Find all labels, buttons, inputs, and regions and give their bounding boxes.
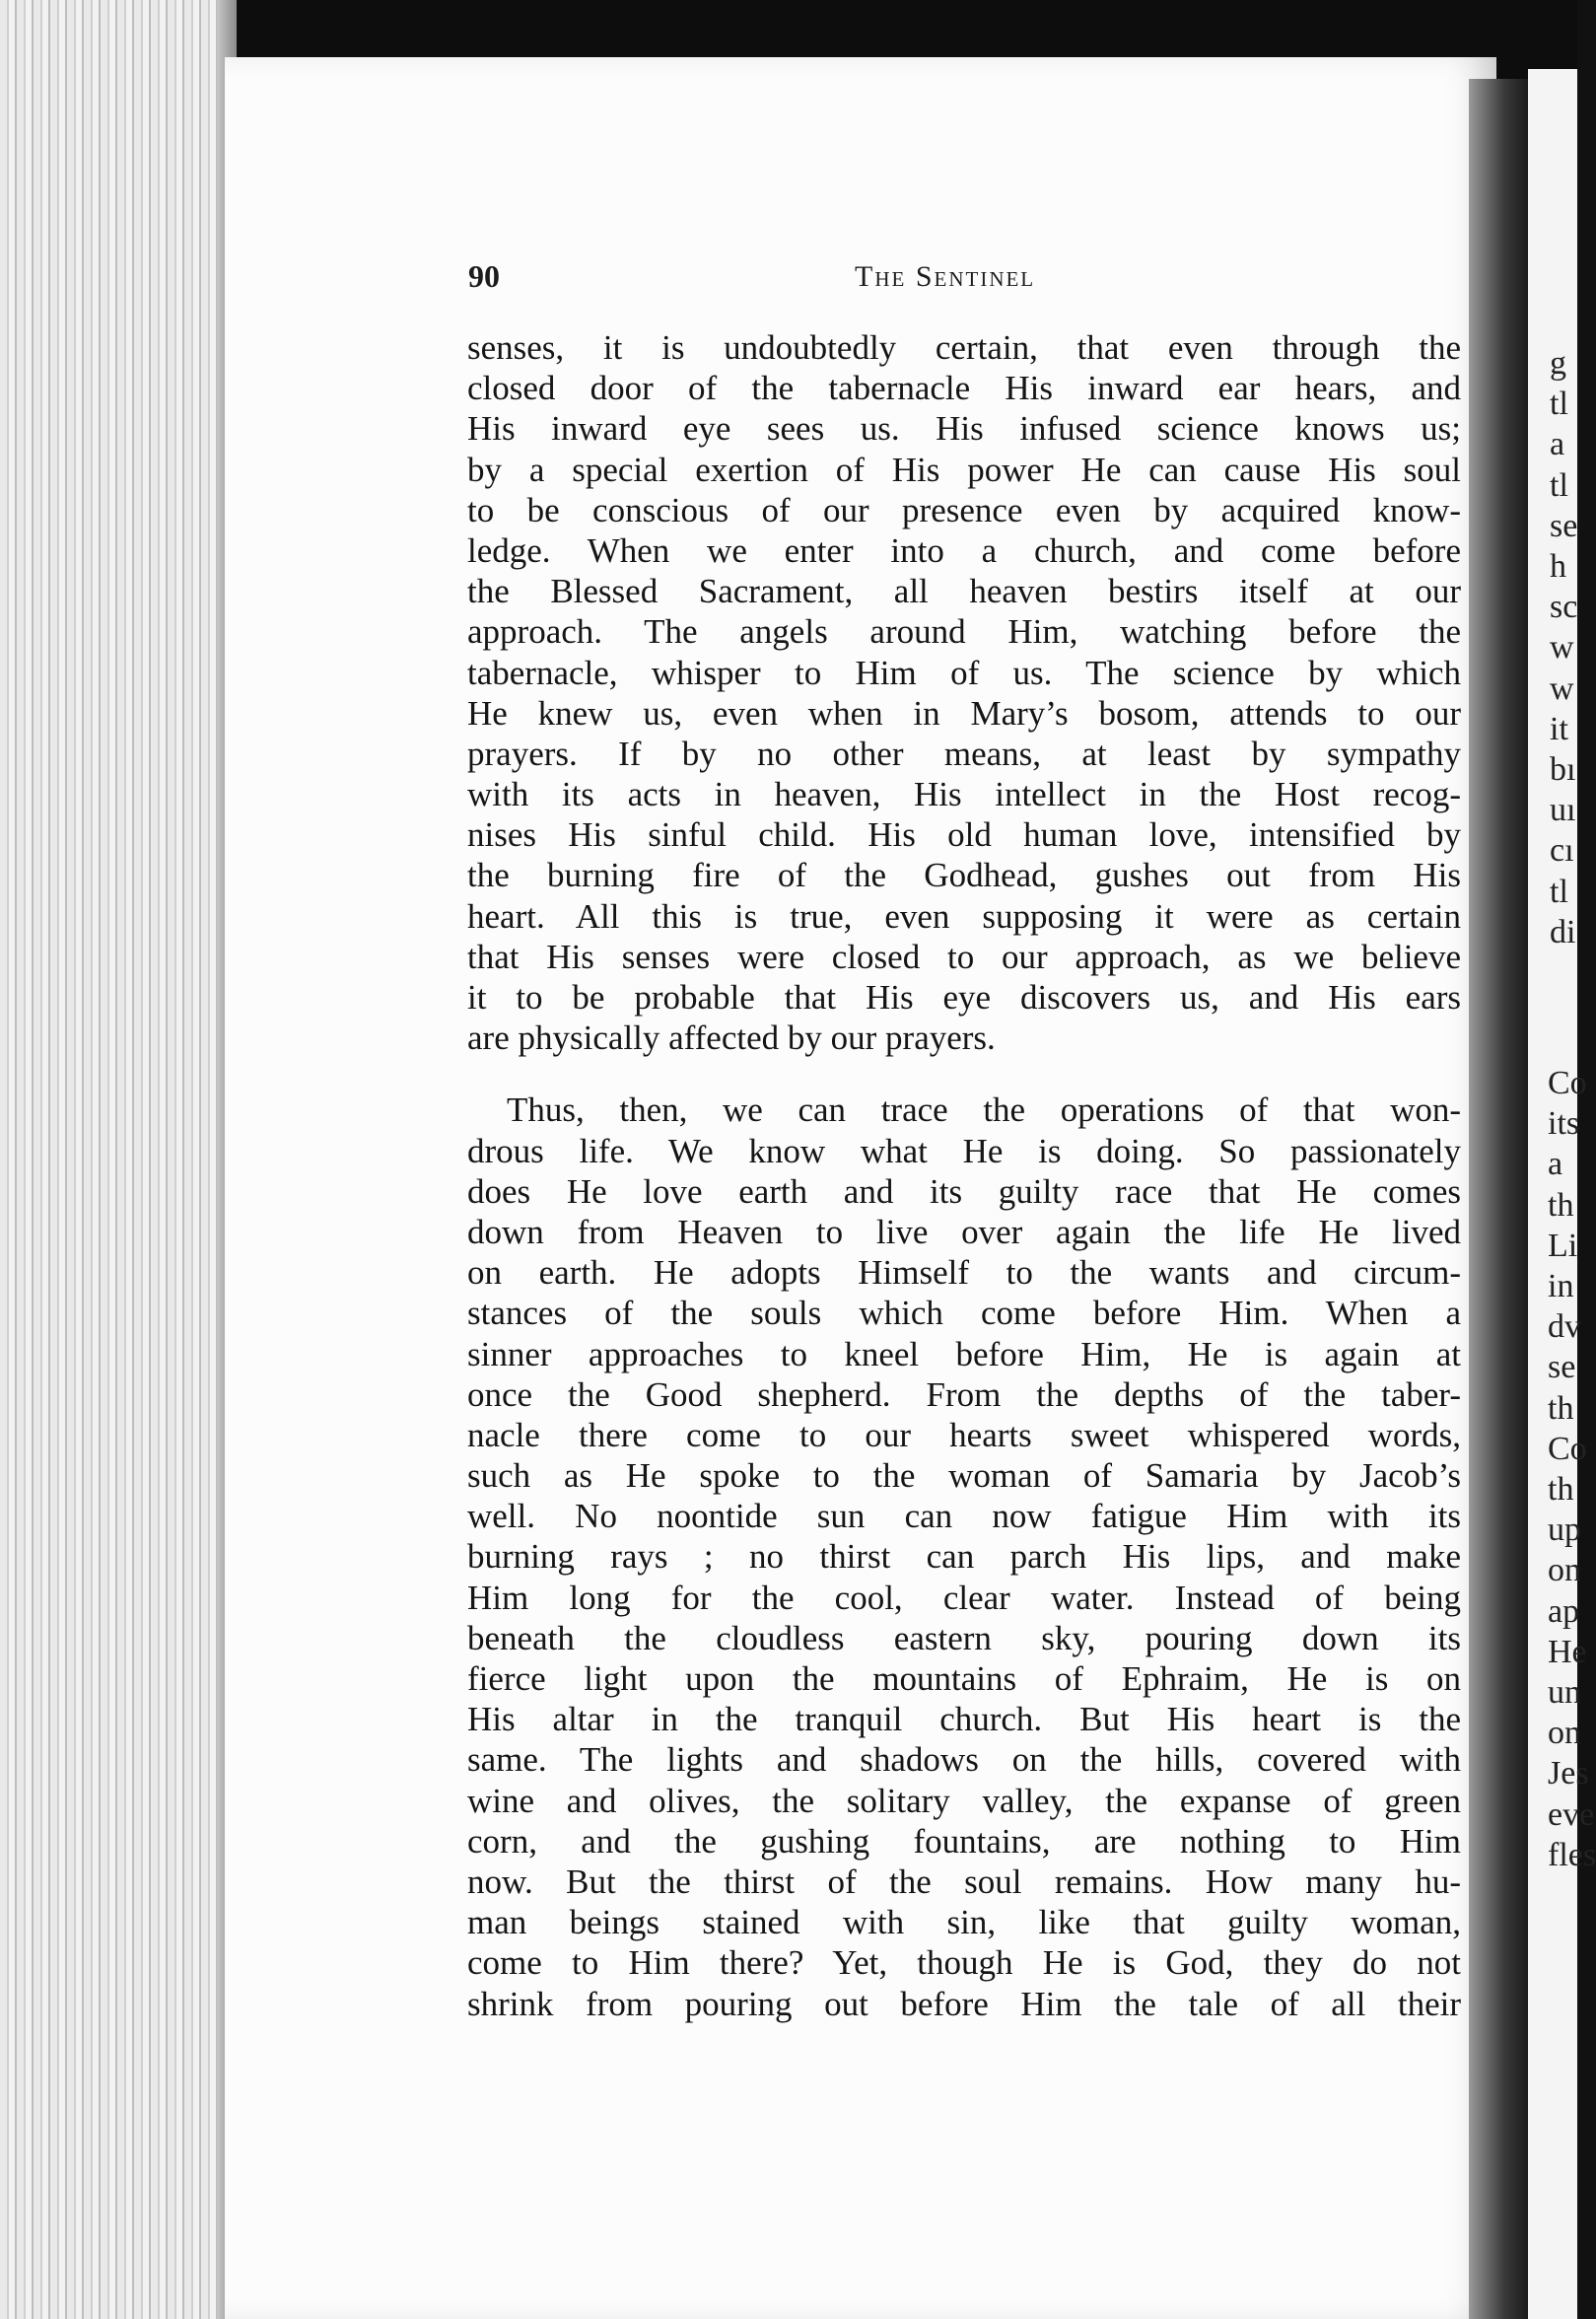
facing-page-fragment: th (1548, 1389, 1574, 1427)
paragraph-gap (467, 1058, 1461, 1089)
text-line: now. But the thirst of the soul remains. How many hu- (467, 1862, 1461, 1901)
facing-page-fragment: fles (1548, 1836, 1596, 1873)
text-line: stances of the souls which come before Him. When a (467, 1294, 1461, 1333)
facing-page-fragment: a (1550, 426, 1565, 463)
text-line: that His senses were closed to our approach, as we believe (467, 937, 1461, 976)
text-line: burning rays ; no thirst can parch His lips, and make (467, 1537, 1461, 1577)
facing-page-fragment: up (1548, 1511, 1581, 1549)
text-line: same. The lights and shadows on the hills, covered with (467, 1740, 1461, 1780)
text-line: heart. All this is true, even supposing it were as certain (467, 896, 1461, 936)
facing-page-edge (1528, 69, 1596, 2319)
text-line: are physically affected by our prayers. (467, 1019, 996, 1058)
facing-page-fragment: dv (1548, 1308, 1581, 1346)
facing-page-fragment: cı (1550, 832, 1574, 870)
facing-page-fragment: Jes (1548, 1755, 1589, 1792)
facing-page-fragment: th (1548, 1471, 1574, 1508)
facing-page-fragment: He (1548, 1633, 1587, 1670)
book-gutter-shadow (1469, 79, 1528, 2319)
facing-page-fragment: w (1550, 629, 1574, 667)
text-line: come to Him there? Yet, though He is God, they do not (467, 1943, 1461, 1983)
text-line: Thus, then, we can trace the operations of that won- (507, 1090, 1461, 1130)
facing-page-fragment: tl (1550, 873, 1568, 910)
text-line: once the Good shepherd. From the depths of the taber- (467, 1374, 1461, 1414)
text-line: prayers. If by no other means, at least by sympathy (467, 734, 1461, 773)
facing-page-fragment: ap (1548, 1592, 1580, 1630)
facing-page-fragment: on (1548, 1715, 1581, 1752)
facing-page-fragment: uı (1550, 792, 1576, 829)
text-line: the burning fire of the Godhead, gushes out from His (467, 856, 1461, 895)
facing-page-fragment: h (1550, 548, 1566, 585)
facing-page-fragment: tl (1550, 386, 1568, 423)
text-line: well. No noontide sun can now fatigue Him with its (467, 1497, 1461, 1536)
facing-page-fragment: sc (1550, 589, 1578, 626)
text-line: wine and olives, the solitary valley, the expanse of green (467, 1781, 1461, 1820)
text-line: man beings stained with sin, like that guilty woman, (467, 1903, 1461, 1942)
text-line: tabernacle, whisper to Him of us. The science by which (467, 653, 1461, 692)
facing-page-fragment: it (1550, 710, 1568, 747)
facing-page-fragment: Li (1548, 1227, 1578, 1264)
text-line: on earth. He adopts Himself to the wants and circum- (467, 1253, 1461, 1293)
text-line: sinner approaches to kneel before Him, He is again at (467, 1334, 1461, 1373)
text-line: shrink from pouring out before Him the tale of all their (467, 1984, 1461, 2023)
text-line: with its acts in heaven, His intellect in the Host recog- (467, 775, 1461, 814)
text-line: approach. The angels around Him, watching before the (467, 612, 1461, 652)
facing-page-fragment: w (1550, 669, 1574, 707)
facing-page-fragment: se (1550, 507, 1578, 544)
facing-page-fragment: eve (1548, 1795, 1595, 1833)
text-line: corn, and the gushing fountains, are nothing to Him (467, 1821, 1461, 1861)
text-line: does He love earth and its guilty race that He comes (467, 1171, 1461, 1211)
text-line: drous life. We know what He is doing. So passionately (467, 1131, 1461, 1170)
text-line: senses, it is undoubtedly certain, that even through the (467, 328, 1461, 367)
text-line: He knew us, even when in Mary’s bosom, attends to our (467, 693, 1461, 733)
facing-page-fragment: in (1548, 1268, 1574, 1304)
paragraph (467, 1089, 1461, 2023)
text-line: the Blessed Sacrament, all heaven bestirs itself at our (467, 572, 1461, 611)
running-title: The Sentinel (855, 260, 1036, 293)
facing-page-fragment: se (1548, 1349, 1576, 1386)
facing-page-fragment: di (1550, 913, 1576, 950)
facing-page-fragment: un (1548, 1674, 1581, 1711)
paragraph (467, 327, 1461, 1058)
text-line: fierce light upon the mountains of Ephraim, He is on (467, 1659, 1461, 1698)
text-line: it to be probable that His eye discovers us, and His ears (467, 978, 1461, 1017)
text-line: to be conscious of our presence even by acquired know- (467, 490, 1461, 529)
text-line: such as He spoke to the woman of Samaria by Jacob’s (467, 1456, 1461, 1496)
body-text (467, 327, 1461, 2024)
text-line: by a special exertion of His power He can cause His soul (467, 450, 1461, 489)
text-line: His inward eye sees us. His infused science knows us; (467, 409, 1461, 449)
text-line: closed door of the tabernacle His inward ear hears, and (467, 369, 1461, 408)
text-line: His altar in the tranquil church. But His heart is the (467, 1700, 1461, 1739)
facing-page-fragment: on (1548, 1552, 1581, 1589)
text-line: nacle there come to our hearts sweet whispered words, (467, 1415, 1461, 1454)
text-line: down from Heaven to live over again the life He lived (467, 1212, 1461, 1251)
text-line: nises His sinful child. His old human love, intensified by (467, 815, 1461, 855)
facing-page-fragment: Co (1548, 1065, 1587, 1101)
page-edges-stack (0, 0, 237, 2319)
facing-page-fragment: its (1548, 1105, 1580, 1143)
page-number: 90 (468, 258, 500, 294)
facing-page-fragment: tl (1550, 466, 1568, 504)
text-line: Him long for the cool, clear water. Instead of being (467, 1578, 1461, 1617)
text-line: beneath the cloudless eastern sky, pouring down its (467, 1618, 1461, 1657)
page-header (468, 258, 1459, 298)
facing-page-fragment: Co (1548, 1430, 1587, 1467)
facing-page-fragment: a (1548, 1146, 1563, 1183)
facing-page-fragment: th (1548, 1186, 1574, 1224)
text-line: ledge. When we enter into a church, and come before (467, 530, 1461, 570)
facing-page-fragment: bı (1550, 751, 1576, 788)
facing-page-fragment: g (1550, 345, 1566, 382)
